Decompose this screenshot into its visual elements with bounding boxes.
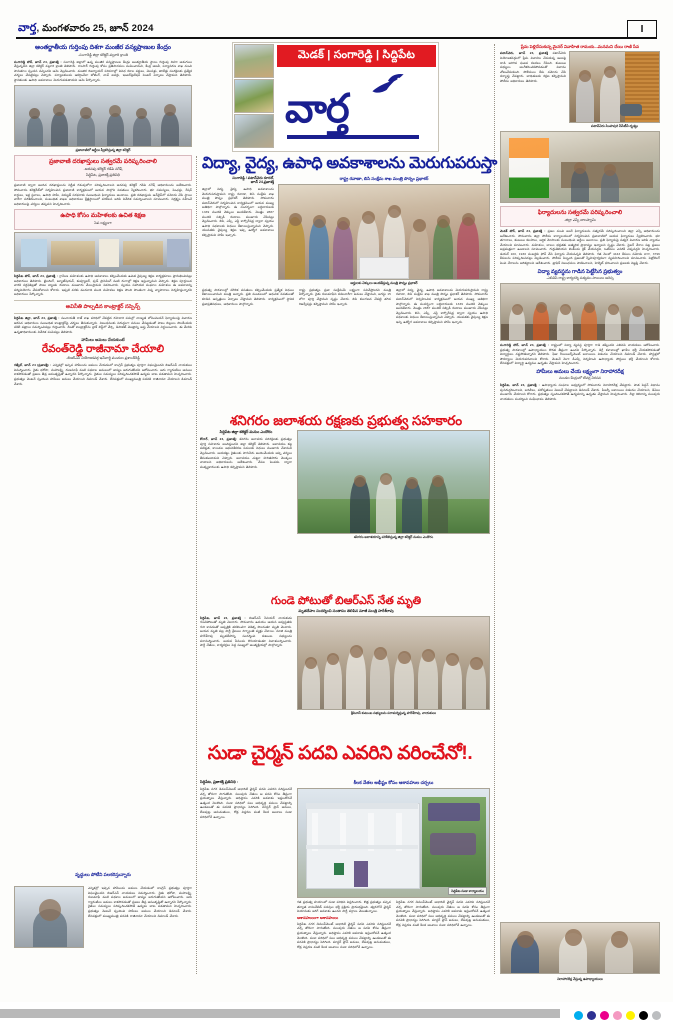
lead-story-photo-block [278, 176, 490, 285]
lead-story-body-3: రాష్ట్ర ప్రభుత్వం ప్రజా సంక్షేమమే లక్ష్యంగా పనిచేస్తోందని మంత్రి పేర్కొన్నారు. రైతు రుణమాఫీని దశలవారీగా అమలు చేస్తామని, ఆగస్టు 15 లోగా పూర్తి చేస్తామని స్పష్టం చేశారు. బిసి కులగణన చేపట్టి తగిన రిజర్వేషన్లు కల్పిస్తామని హామీ ఇచ్చారు. [299, 287, 391, 306]
left-story-2-subhead-1: -అదనపు కలెక్టర్ గడిపె నగేష్ [83, 167, 123, 172]
left-story-2-subhead-2: సిద్దిపేట, ప్రజాశక్తి ప్రతినిధి [86, 172, 120, 177]
left-story-3-text: గ్రామీణ మహిళలకు ఉపాధి అవకాశాలు కల్పించేందుకు ఉచిత నైపుణ్య శిక్షణ కార్యక్రమాలు ప్రారంభించినట్లు అధికారులు తెలిపారు. టైలరింగ్, బ్యూటీషియన్, కంప్యూటర్, ఫుడ్ ప్రాసెసింగ్ వంటి రంగాల్లో శిక్షణ ఇస్తున్నామని చెప్పారు. శిక్షణ పూర్తయిన వారికి సర్టిఫికెట్లతో పాటు బ్యాంకు రుణాలు మంజూరు చేయిస్తామని వివరించారు. స్వయం సహాయక సంఘాల మహిళలు ఈ అవకాశాన్ని సద్వినియోగం చేసుకోవాలని కోరారు. ఇప్పటి వరకు వందలాది మంది మహిళలు శిక్షణ పొంది సొంతంగా చిన్న వ్యాపారాలు నిర్వహిస్తున్నారని అధికారులు పేర్కొన్నారు. [14, 273, 192, 297]
right-story-1-body [500, 51, 566, 83]
center-story-2-photo [297, 430, 490, 534]
right-bottom-photo-caption: నిరాహారదీక్ష చేస్తున్న ఉపాధ్యాయులు [557, 977, 603, 981]
center-story-2-subhead: సిద్దిపేట జిల్లా కలెక్టర్ మనుం ఎందొరం [219, 430, 273, 435]
center-story-2-headline: శనిగరం జలాశయ రక్షణకు ప్రభుత్వ సహకారం [229, 413, 463, 428]
column-separator-right [494, 44, 495, 974]
center-story-3-subhead: మృతదేహం సందర్శించి సంతాపం తెలిపిన మాజీ మంత్రి హరీశ్‌రావు [298, 608, 394, 613]
center-story-3-photo-block [297, 616, 490, 715]
center-story-4-body-3: సిద్దిపేట నగర డెవలప్‌మెంట్ అథారిటీ చైర్మన్ పదవి ఎవరిని వరిస్తుందనే చర్చ జోరుగా సాగుతోంది. పలువురు నేతలు ఆ పదవి కోసం తీవ్రంగా ప్రయత్నాలు చేస్తున్నారు. అధిష్ఠానం ఎవరికి అవకాశం ఇస్తుందోననే ఉత్కంఠ నెలకొంది. సుడా పరిధిలో పలు అభివృద్ధి పనులు చేపట్టాల్సి ఉండటంతో ఈ పదవికి ప్రాధాన్యం పెరిగింది. మాస్టర్ ప్లాన్ అమలు, లేఅవుట్ల అనుమతులు, రోడ్ల విస్తరణ వంటి కీలక అంశాలు సుడా పరిధిలోనే ఉన్నాయి. [297, 921, 391, 949]
right-story-4-lead: సిద్దిపేట, జూన్ 24, ప్రజాశక్తి : [500, 383, 540, 388]
lead-story-byline-2: జూన్ 24,ప్రజాశక్తి [250, 180, 274, 185]
left-story-5-headline: రేవంత్‌రెడ్డి రాజీనామా చేయాలి [41, 343, 165, 356]
lead-story-headline: విద్యా, వైద్య, ఉపాధి అవకాశాలను మెరుగుపరుస్తా [202, 155, 497, 172]
column-separator-left [196, 156, 197, 974]
left-story-5-text: ఎన్నికల్లో ఇచ్చిన హామీలను అమలు చేయడంలో కాంగ్రెస్ ప్రభుత్వం పూర్తిగా విఫలమైందని బిఆర్ఎస్ నాయకులు విమర్శించారు. రైతు భరోసా, మహాలక్ష్మి, రుణమాఫీ వంటి పథకాల అమలులో జాప్యం జరుగుతోందని ఆరోపించారు. ఆరు గ్యారంటీలు అమలు కాకపోవడంతో ప్రజలు తీవ్ర అసంతృప్తితో ఉన్నారని పేర్కొన్నారు. రైతుల సమస్యలు పరిష్కరించకపోతే ఉద్యమ బాట పడతామని హెచ్చరించారు. ప్రభుత్వం వెంటనే స్పందించి హామీలు అమలు చేయాలని డిమాండ్ చేశారు. లేనిపక్షంలో ముఖ్యమంత్రి పదవికి రాజీనామా చేయాలని డిమాండ్ చేశారు. [14, 363, 192, 386]
lead-story-photo-caption-top: రాష్ట్ర రవాణా, బిసి సంక్షేమ శాఖ మంత్రి పొన్నం ప్రభాకర్ [339, 175, 429, 181]
center-story-4-subhead: సిద్దిపేట, ప్రజాశక్తి ప్రతినిధి : [200, 780, 239, 784]
center-story-3 [200, 596, 492, 715]
right-story-3-photo [500, 283, 660, 341]
right-story-2-header [500, 206, 660, 227]
left-story-5-lead: గజ్వేల్, జూన్ 24 (ప్రజాశక్తి) : [14, 363, 52, 368]
bottom-bar [0, 1002, 673, 1024]
reg-dot-grey [652, 1011, 661, 1020]
right-story-3-body [500, 343, 660, 366]
page-mark: I [627, 20, 657, 39]
masthead-photo-tower [234, 114, 274, 148]
top-strip [0, 0, 673, 34]
reg-dot-pink [613, 1011, 622, 1020]
left-story-3-subhead: సెప లక్ష్యంగా [94, 221, 112, 226]
masthead [232, 42, 439, 152]
right-story-1-text-block [500, 51, 566, 128]
right-story-1-text: పటాన్‌చెరు నియోజకవర్గంలో ప్రేమ వివాహం చేసుకున్న జంటపై దాడి జరిగిన ఘటన కలకలం రేపింది. కుటుంబ సభ్యులు అంగీకరించకపోవడంతో వివాదం చోటుచేసుకుంది. పోలీసులు కేసు నమోదు చేసి దర్యాప్తు చేపట్టారు. బాధితులకు రక్షణ కల్పిస్తామని పోలీసు అధికారులు తెలిపారు. [500, 51, 566, 83]
lead-story-photo-caption-under: అర్హులకు చెక్కులు అందజేస్తున్న మంత్రి పొన్నం ప్రభాకర్ [350, 280, 418, 285]
right-story-3-lead: సంగారెడ్డి టౌన్, జూన్ 24, ప్రజాశక్తి : [500, 343, 549, 348]
reg-dot-yellow [626, 1011, 635, 1020]
left-story-1-lead: సంగారెడ్డి టౌన్, జూన్ 24, ప్రజాశక్తి : [14, 59, 62, 64]
center-story-3-headline: గుండె పోటుతో బిఆర్ఎస్ నేత మృతి [270, 595, 422, 607]
left-story-4-body [14, 316, 192, 334]
masthead-title-area [277, 69, 436, 149]
lead-story-body-1: జిల్లాలో విద్య, వైద్య, ఉపాధి అవకాశాలను మెరుగుపరుస్తామని రాష్ట్ర రవాణా, బిసి సంక్షేమ శాఖ మంత్రి పొన్నం ప్రభాకర్ తెలిపారు. సోమవారం పటాన్‌చెరులో నిర్వహించిన కార్యక్రమంలో ఆయన ముఖ్య అతిథిగా పాల్గొన్నారు. ఈ సందర్భంగా లబ్ధిదారులకు 1339 మందికి చెక్కులు అందజేశారు. మొత్తం 2887 మందికి సబ్సిడీ రుణాలు మంజూరు చేసినట్లు వెల్లడించారు. బిసి, ఎస్సీ, ఎస్టీ కార్పొరేషన్ల ద్వారా స్వయం ఉపాధి పథకాలకు నిధులు కేటాయిస్తున్నామని చెప్పారు. యువతకు నైపుణ్య శిక్షణ ఇచ్చి ఉద్యోగ అవకాశాలు కల్పిస్తామని హామీ ఇచ్చారు. [202, 186, 274, 237]
left-story-1-text: సంగారెడ్డి జిల్లాలో ఉన్న మంజీర వన్యప్రాణుల కేంద్రం అంతర్జాతీయ స్థాయి గుర్తింపు దిశగా అడుగులు వేస్తున్నదని జిల్లా కలెక్టర్ వల్లూరి క్రాంతి తెలిపారు. రాంసార్ గుర్తింపు కోసం ప్రతిపాదనలు పంపించామని, కేంద్ర అటవీ, పర్యావరణ శాఖ నుంచి సానుకూల స్పందన వచ్చిందని ఆమె వెల్లడించారు. మంజీర రిజర్వాయర్ పరిసరాల్లో వివిధ రకాల పక్షులు, మొసళ్లు, తాబేళ్లు సంరక్షణకు ప్రత్యేక చర్యలు చేపట్టినట్లు చెప్పారు. పర్యాటకులను ఆకర్షించేలా బోటింగ్, వాచ్ టవర్లు, ఇంటర్‌ప్రెటేషన్ సెంటర్ ఏర్పాటు చేస్తామని తెలిపారు. స్థానికులకు ఉపాధి అవకాశాలు మెరుగుపడతాయని ఆమె పేర్కొన్నారు. [14, 59, 192, 82]
center-story-4-lower-right [396, 900, 490, 949]
left-story-1-header [14, 44, 192, 58]
right-story-2-lead: మెడక్ టౌన్, జూన్ 24, ప్రజాశక్తి : [500, 228, 546, 233]
right-story-4-text: ఉపాధ్యాయ సంఘాల ఆధ్వర్యంలో సోమవారం నిరాహారదీక్ష చేపట్టారు. పాత పెన్షన్ విధానం పునరుద్ధరించాలని, బదిలీలు, పదోన్నతులు వెంటనే చేపట్టాలని డిమాండ్ చేశారు. పీఆర్సీ బకాయిలు విడుదల చేయాలని, డీఏలు మంజూరు చేయాలని కోరారు. ప్రభుత్వం స్పందించకపోతే ఉద్యమాన్ని ఉధృతం చేస్తామని హెచ్చరించారు. దీక్షా శిబిరాన్ని పలువురు నాయకులు సందర్శించి సంఘీభావం తెలిపారు. [500, 383, 660, 402]
header-rule [16, 37, 657, 39]
right-story-1-photo [569, 51, 660, 123]
right-photo-flag [500, 131, 660, 203]
left-story-5-kicker: హామీలు అమలు చేయకుంటే [81, 337, 125, 343]
left-photo-1-caption: ప్రజావాణిలో అర్జీలు స్వీకరిస్తున్న జిల్లా కలెక్టర్ [75, 148, 131, 153]
center-story-4-body-4: సిద్దిపేట నగర డెవలప్‌మెంట్ అథారిటీ చైర్మన్ పదవి ఎవరిని వరిస్తుందనే చర్చ జోరుగా సాగుతోంది. పలువురు నేతలు ఆ పదవి కోసం తీవ్రంగా ప్రయత్నాలు చేస్తున్నారు. అధిష్ఠానం ఎవరికి అవకాశం ఇస్తుందోననే ఉత్కంఠ నెలకొంది. సుడా పరిధిలో పలు అభివృద్ధి పనులు చేపట్టాల్సి ఉండటంతో ఈ పదవికి ప్రాధాన్యం పెరిగింది. మాస్టర్ ప్లాన్ అమలు, లేఅవుట్ల అనుమతులు, రోడ్ల విస్తరణ వంటి కీలక అంశాలు సుడా పరిధిలోనే ఉన్నాయి. [396, 900, 490, 927]
right-story-1-headline: ప్రేమ పెళ్లిచేసుకున్న మైనర్ వివాహిత రామయ...మనమని చేయి రాణి సేవ [520, 44, 640, 49]
right-story-4-body [500, 383, 660, 401]
right-story-2-body [500, 229, 660, 266]
center-story-3-lead: సిద్దిపేట, జూన్ 24, ప్రజాశక్తి : [200, 615, 246, 620]
left-story-3-header [14, 209, 192, 230]
right-story-1-row [500, 51, 660, 128]
right-story-1-photo-block [569, 51, 660, 128]
reg-dot-cyan [574, 1011, 583, 1020]
reg-dot-magenta [600, 1011, 609, 1020]
right-column [500, 44, 660, 402]
center-story-2-photo-caption: శనిగరం జలాశయాన్ని పరిశీలిస్తున్న జిల్లా కలెక్టర్ మనుం ఎందొరం [353, 535, 434, 540]
center-story-4-body: సిద్దిపేట నగర డెవలప్‌మెంట్ అథారిటీ చైర్మన్ పదవి ఎవరిని వరిస్తుందనే చర్చ జోరుగా సాగుతోంది. పలువురు నేతలు ఆ పదవి కోసం తీవ్రంగా ప్రయత్నాలు చేస్తున్నారు. అధిష్ఠానం ఎవరికి అవకాశం ఇస్తుందోననే ఉత్కంఠ నెలకొంది. సుడా పరిధిలో పలు అభివృద్ధి పనులు చేపట్టాల్సి ఉండటంతో ఈ పదవికి ప్రాధాన్యం పెరిగింది. మాస్టర్ ప్లాన్ అమలు, లేఅవుట్ల అనుమతులు, రోడ్ల విస్తరణ వంటి కీలక అంశాలు సుడా పరిధిలోనే ఉన్నాయి. [200, 787, 292, 819]
right-bottom-photo [500, 922, 660, 974]
left-column [14, 44, 192, 386]
dateline-date: మంగళవారం 25, జూన్ 2024 [42, 23, 154, 34]
masthead-underline [287, 135, 419, 139]
right-story-2-subhead: -జిల్లా ఎస్పీ బాలస్వామి [564, 218, 596, 223]
center-story-3-text: బిఆర్ఎస్ సీనియర్ నాయకుడు గుండెపోటుతో మృతి చెందారు. సోమవారం ఉదయం ఆయన అస్వస్థతకు గురి కావడంతో ఆస్పత్రికి తరలించగా చికిత్స పొందుతూ మృతి చెందారు. ఆయన మృతి పట్ల పార్టీ శ్రేణులు దిగ్భ్రాంతి వ్యక్తం చేశాయి. మాజీ మంత్రి హరీశ్‌రావు మృతదేహాన్ని సందర్శించి కుటుంబ సభ్యులను పరామర్శించారు. ఆయన సేవలను కొనియాడుతూ నివాళులర్పించారు. పార్టీ నేతలు, కార్యకర్తలు పెద్ద సంఖ్యలో అంత్యక్రియల్లో పాల్గొన్నారు. [200, 615, 292, 648]
center-story-2-photo-block [297, 430, 490, 539]
left-story-1-body [14, 60, 192, 83]
center-story-4-lower-row [297, 900, 490, 949]
center-story-4-sub-subhead: ఆశావహులుగా ఆశావహులు [297, 915, 339, 920]
center-story-3-text-block [200, 616, 292, 715]
right-story-1-photo-caption: పటాన్‌చెరు సింహపురి సీసీటీవీ దృశ్యం [591, 124, 638, 129]
center-story-4-photo [297, 788, 490, 898]
center-story-4-text-block [200, 780, 292, 949]
center-story-4-lower-left [297, 900, 391, 949]
center-story-4-row [200, 780, 492, 949]
masthead-photo-temple [234, 44, 274, 78]
right-story-3-text: రాష్ట్రంలో విద్యా వ్యవస్థ పూర్తిగా గాడి తప్పిందని ఎబివిపి నాయకులు ఆరోపించారు. ప్రభుత్వ పాఠశాలల్లో ఉపాధ్యాయుల కొరత తీవ్రంగా ఉందని పేర్కొన్నారు. డిగ్రీ కళాశాలల్లో ఖాళీల భర్తీ చేయకపోవడంతో విద్యార్థులు నష్టపోతున్నారని తెలిపారు. ఫీజు రీయింబర్స్‌మెంట్ బకాయిలు విడుదల చేయాలని డిమాండ్ చేశారు. హాస్టళ్లలో సౌకర్యాలు మెరుగుపరచాలని కోరారు. వెంటనే మెగా డీఎస్సీ నిర్వహించి ఉపాధ్యాయ పోస్టులు భర్తీ చేయాలని కోరారు. లేనిపక్షంలో విద్యార్థి ఉద్యమం ఉధృతం చేస్తామని హెచ్చరించారు. [500, 343, 660, 366]
center-story-3-body [200, 616, 292, 648]
left-bottom-text: ఎన్నికల్లో ఇచ్చిన హామీలను అమలు చేయడంలో కాంగ్రెస్ ప్రభుత్వం పూర్తిగా విఫలమైందని బిఆర్ఎస్ నాయకులు విమర్శించారు. రైతు భరోసా, మహాలక్ష్మి, రుణమాఫీ వంటి పథకాల అమలులో జాప్యం జరుగుతోందని ఆరోపించారు. ఆరు గ్యారంటీలు అమలు కాకపోవడంతో ప్రజలు తీవ్ర అసంతృప్తితో ఉన్నారని పేర్కొన్నారు. రైతుల సమస్యలు పరిష్కరించకపోతే ఉద్యమ బాట పడతామని హెచ్చరించారు. ప్రభుత్వం వెంటనే స్పందించి హామీలు అమలు చేయాలని డిమాండ్ చేశారు. లేనిపక్షంలో ముఖ్యమంత్రి పదవికి రాజీనామా చేయాలని డిమాండ్ చేశారు. [88, 886, 192, 918]
right-story-4-subhead: మండల కేంద్రంలో టీచర్ల నిరసన [559, 376, 601, 381]
center-story-4-photo-block [297, 780, 490, 949]
left-story-5-body [14, 363, 192, 386]
dove-logo-icon [368, 73, 408, 99]
right-story-2-headline: ఫిర్యాదులను సత్వరమే పరిష్కరించాలి [537, 210, 623, 217]
lead-story-body-2: ప్రభుత్వ పాఠశాలల్లో మౌలిక వసతులు కల్పించేందుకు ప్రత్యేక నిధులు కేటాయించామని మంత్రి అన్నారు. ప్రతి మండలంలో ఆధునిక వసతులతో కూడిన ఆస్పత్రులు ఏర్పాటు చేస్తామని తెలిపారు. కార్యక్రమంలో స్థానిక ప్రజాప్రతినిధులు, అధికారులు పాల్గొన్నారు. [202, 287, 294, 306]
center-story-2-text-block [200, 430, 292, 539]
center-story-4-photo-caption-small: సిద్దిపేట సుడా కార్యాలయం [448, 887, 487, 895]
masthead-photo-park [234, 79, 274, 113]
reg-dot-black [639, 1011, 648, 1020]
masthead-wordmark: వార్త [285, 87, 349, 131]
left-photo-pragavani [14, 85, 192, 147]
lead-story-byline-block [202, 176, 274, 285]
dateline: వార్త, మంగళవారం 25, జూన్ 2024 [18, 22, 154, 34]
left-bottom-photo-caption: వృద్ధులు పోటీని పలకరిస్తున్నారు [75, 872, 131, 877]
left-story-4-text: పంచాయతీ రాజ్ శాఖ పరిధిలో చేపట్టిన రహదారి పనుల్లో నాణ్యత లోపించిందనే ఫిర్యాదులపై విచారణ జరిపిన అధికారులు సంబంధిత కాంట్రాక్టర్‌పై చర్యలు తీసుకున్నారు. నిబంధనలకు విరుద్ధంగా పనులు చేపట్టడంతో పాటు బిల్లులు పొందేందుకు నకిలీ పత్రాలు సమర్పించినట్లు గుర్తించారు. దీంతో కాంట్రాక్టర్‌ను బ్లాక్ లిస్ట్‌లో చేర్చి, డిపాజిట్ మొత్తాన్ని జప్తు చేయాలని నిర్ణయించారు. ఈ మేరకు ఉన్నతాధికారులకు నివేదిక పంపినట్లు తెలిపారు. [14, 315, 192, 334]
left-story-4-lead: సిద్దిపేట జిల్లా, జూన్ 24, ప్రజాశక్తి : [14, 315, 60, 320]
center-story-4 [186, 744, 494, 764]
right-story-3-subhead: -ఎబివిపి రాష్ట్ర కార్యదర్శి సత్యము సాయిలు ఆరెస్స [546, 276, 614, 281]
left-story-2-body: ప్రజావాణి ద్వారా అందిన దరఖాస్తులను నిర్ణీత గడువులోగా పరిష్కరించాలని అదనపు కలెక్టర్ గడిపె నగేష్ అధికారులను ఆదేశించారు. సోమవారం కలెక్టరేట్‌లో నిర్వహించిన ప్రజావాణి కార్యక్రమంలో ఆయన పాల్గొని వినతులు స్వీకరించారు. భూ సమస్యలు, పింఛన్లు, రేషన్ కార్డులు, ఇళ్ల స్థలాలు, ఉపాధి హామీ, విద్యుత్ సరఫరాకు సంబంధించి ఫిర్యాదులు అందాయి. ప్రతి దరఖాస్తును ఆన్‌లైన్‌లో నమోదు చేసి స్థాయి వారీగా పరిశీలించాలని, సంబంధిత శాఖల అధికారులు క్షేత్రస్థాయిలో పరిశీలన జరిపి నివేదిక సమర్పించాలని సూచించారు. నిర్లక్ష్యం వహించే అధికారులపై చర్యలు తప్పవని హెచ్చరించారు. [14, 183, 192, 206]
left-story-2-header [14, 155, 192, 181]
center-story-4-photo-caption-title: కీలక నేతల అభీష్టం కోసం ఆశావహుల చర్చలు [353, 780, 434, 785]
left-story-2-headline: ప్రజావాణి దరఖాస్తులు సత్వరమే పరిష్కరించాలి [49, 159, 157, 166]
masthead-photo-strip [233, 43, 275, 149]
center-story-4-body-2: గత ప్రభుత్వ హయాంలో సుడా పరిధిని విస్తరించారు. కొత్త ప్రభుత్వం వచ్చిన తర్వాత నామినేటెడ్ పదవుల భర్తీ ప్రక్రియ ప్రారంభమైంది. త్వరలోనే చైర్మన్ నియామకం జరిగే అవకాశం ఉందని పార్టీ వర్గాలు చెబుతున్నాయి. [297, 900, 391, 914]
right-story-4-header [500, 369, 660, 381]
lead-story-body-4: జిల్లాలో విద్య, వైద్య, ఉపాధి అవకాశాలను మెరుగుపరుస్తామని రాష్ట్ర రవాణా, బిసి సంక్షేమ శాఖ మంత్రి పొన్నం ప్రభాకర్ తెలిపారు. సోమవారం పటాన్‌చెరులో నిర్వహించిన కార్యక్రమంలో ఆయన ముఖ్య అతిథిగా పాల్గొన్నారు. ఈ సందర్భంగా లబ్ధిదారులకు 1339 మందికి చెక్కులు అందజేశారు. మొత్తం 2887 మందికి సబ్సిడీ రుణాలు మంజూరు చేసినట్లు వెల్లడించారు. బిసి, ఎస్సీ, ఎస్టీ కార్పొరేషన్ల ద్వారా స్వయం ఉపాధి పథకాలకు నిధులు కేటాయిస్తున్నామని చెప్పారు. యువతకు నైపుణ్య శిక్షణ ఇచ్చి ఉద్యోగ అవకాశాలు కల్పిస్తామని హామీ ఇచ్చారు. [396, 287, 488, 324]
right-story-2-text: ప్రజల నుంచి అందే ఫిర్యాదులను సత్వరమే పరిష్కరించాలని జిల్లా ఎస్పీ అధికారులను ఆదేశించారు. సోమవారం జిల్లా పోలీసు కార్యాలయంలో నిర్వహించిన ప్రజావాణిలో ఆయన ఫిర్యాదులు స్వీకరించారు. భూ తగాదాలు, కుటుంబ కలహాలు, ఆర్థిక మోసాలకు సంబంధించి అర్జీలు అందాయి. ప్రతి ఫిర్యాదుపై సత్వర విచారణ జరిపి న్యాయం చేయాలని సూచించారు. మహిళలు, బాలల భద్రతకు అత్యధిక ప్రాధాన్యం ఇవ్వాలని స్పష్టం చేశారు. సైబర్ నేరాల పట్ల ప్రజలు అప్రమత్తంగా ఉండాలని సూచించారు. గుర్తుతెలియని లింక్‌లను క్లిక్ చేయవద్దని, ఓటీపీలు ఎవరికీ చెప్పవద్దని హెచ్చరించారు. డయల్ 100, 1930 నంబర్లకు ఫోన్ చేసి ఫిర్యాదు చేయవచ్చని తెలిపారు. గత నెలలో 4443 కేసులు నమోదు కాగా, 3796 కేసులను పరిష్కరించినట్లు వెల్లడించారు. పోలీసు సిబ్బంది ప్రజలతో స్నేహపూర్వకంగా వ్యవహరించాలని సూచించారు. పెట్రోలింగ్ పెంచి నేరాలను అరికట్టాలని ఆదేశించారు. ట్రాఫిక్ నిబంధనలు పాటించాలని, హెల్మెట్ ధరించాలని ప్రజలకు విజ్ఞప్తి చేశారు. [500, 228, 660, 266]
left-story-3-headline: ఉపాధి కోసం మహిళలకు ఉచిత శిక్షణ [60, 213, 146, 220]
dateline-brand: వార్త [18, 22, 37, 34]
left-story-5-header [14, 337, 192, 361]
center-story-3-photo [297, 616, 490, 710]
left-story-1-headline: అంతర్జాతీయ గుర్తింపు దిశగా మంజీర వన్యప్రాణుల కేంద్రం [35, 44, 171, 51]
lead-story-lower-row [202, 288, 490, 325]
lead-story-top-row [202, 176, 490, 285]
center-story-3-row [200, 616, 492, 715]
left-bottom-photo [14, 886, 84, 948]
left-story-3-lead: సిద్దిపేట టౌన్, జూన్ 24, ప్రజాశక్తి : [14, 273, 58, 278]
center-story-2-row [200, 430, 492, 539]
left-story-4-headline: అవినీతి పాల్పడిన కాంట్రాక్టర్ సస్పెన్స్ [14, 300, 192, 314]
right-story-4-headline: హామీలు అమలు చేయ లక్ష్యంగా నిరాహారదీక్ష [536, 369, 624, 376]
center-story-4-headline: సుడా చైర్మన్ పదవి ఎవరిని వరించేనో!. [207, 743, 473, 764]
registration-grey-bar [0, 1009, 560, 1018]
left-story-3-body [14, 274, 192, 297]
left-photo-training [14, 232, 192, 272]
center-story-2 [200, 414, 492, 539]
center-story-2-text: శనిగరం జలాశయ పరిరక్షణకు ప్రభుత్వం పూర్తి సహకారం అందిస్తుందని జిల్లా కలెక్టర్ తెలిపారు. జలాశయం కట్ట పటిష్ఠత, కాలువల ఆధునికీకరణ పనులకు నిధులు మంజూరు చేశామని వెల్లడించారు. ఆయకట్టు రైతులకు సాగునీరు అందించేందుకు అన్ని చర్యలు తీసుకుంటామని చెప్పారు. జలాశయం చుట్టూ హరితహారం మొక్కలు నాటాలని అధికారులను ఆదేశించారు. చేపల పెంపకం ద్వారా మత్స్యకారులకు ఉపాధి కల్పిస్తామని తెలిపారు. [200, 437, 292, 469]
center-story-2-body [200, 437, 292, 469]
left-story-1-subhead: -సంగారెడ్డి జిల్లా కలెక్టర్ వల్లూరి క్రాంతి [78, 52, 128, 57]
edition-bar: మెడక్ | సంగారెడ్డి | సిద్దిపేట [277, 45, 436, 67]
left-story-5-subhead: -బిఆర్ఎస్ నియోజకవర్గ ఇన్‌చార్జి మందుల ప్రశాంత్‌రెడ్డి [66, 356, 140, 361]
lead-story-byline-1: సంగారెడ్డి / పటాన్‌చెరు రూరల్, [232, 175, 274, 180]
right-story-3-headline: విద్యా వ్యవస్థను గాడిన పెట్టేసిన ప్రభుత్వం [537, 268, 623, 275]
center-story-3-photo-caption: శ్రీనివాస్ కుటుంబ సభ్యులను పరామర్శిస్తున్న హరీశ్‌రావు, నాయకులు [350, 710, 437, 715]
reg-dot-blue [587, 1011, 596, 1020]
center-column [202, 155, 497, 325]
right-story-3-header [500, 269, 660, 281]
center-story-2-lead: కోనార్, జూన్ 24, ప్రజాశక్తి: [200, 437, 237, 442]
registration-dots [574, 1011, 661, 1020]
lead-story-photo [278, 184, 490, 280]
right-story-1-lead: పటాన్‌చెరు, జూన్ 24, ప్రజాశక్తి [500, 51, 549, 56]
